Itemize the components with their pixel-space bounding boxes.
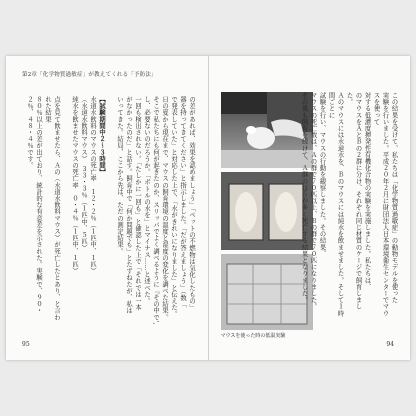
body-line: し、必要ないのだろうか。「ボトルの水を」とマイナス……と述べた。 (143, 96, 150, 305)
right-page (209, 56, 411, 360)
spacer (106, 96, 115, 98)
page-number-right: 94 (386, 341, 394, 348)
result-line: 水道水飲料のマウスの死亡率 １２・２％（１匹中、１匹） (89, 96, 96, 275)
body-line: のマウスをＡとＢの２群に分け、それぞれ同じ材質のケージで飼育しました。 (345, 92, 362, 310)
body-line: ８０％以上の差が出ており、統計的な有意差を示された。実験で、９０・２％、４８・４％です。 (26, 96, 42, 314)
page-number-left: 95 (22, 341, 30, 348)
book-spread (6, 56, 410, 360)
section-heading: 【試験期間中２～３時間】 (98, 96, 105, 176)
body-line: の差があれば、効果を認めましょう」「ペットの不燃物は気化したもの」 (188, 96, 195, 311)
result-line: 純水を飲ませたマウスの死亡率 ０・４％（１匹中、１匹） (71, 96, 78, 275)
body-line: その後も飼育を続けて、Ａ群のほうが多く死亡する結果となりました。 (300, 92, 308, 304)
body-line: 点を見て飲ませたら、Ａの（水道水飲料マウス）が死亡したとあり、と言われた結果 (44, 96, 60, 321)
left-page (6, 56, 209, 360)
body-line: Ａのマウスには水道水を、Ｂのマウスには純水を飲ませました。そして１時間ごとに (327, 92, 344, 317)
body-line: 一回も検出されない。「たしかに一回も」と確認した上で「それでは一本 (134, 96, 141, 311)
spacer (61, 96, 70, 98)
photo-caption: マウスを使った時の低温実験 (220, 333, 286, 339)
body-line: 対する低濃度揮発性有機化合物の実験を実施しました。私たちは、 (363, 92, 371, 290)
body-line: この結果を受けて、私たちは「化学物質過敏症」の動物モデルを使った (390, 92, 398, 304)
body-line: いってきた。結局、ここから先は、ただの測定結果。 (116, 96, 123, 255)
running-head: 第2章「化学物質過敏症」が教えてくれる「予防法」 (22, 72, 157, 78)
right-body-text (300, 92, 399, 320)
body-line: そこで私たちにも何が起きたのか、スリッパでよく調べるように『その中で', (152, 96, 159, 325)
body-line: 器を持ってきてください」と指示しました。「だが答えましょう」（数「 (179, 96, 186, 308)
result-line: （水道水飲料マウス） ３３・３％（１匹中、５匹） (80, 96, 87, 252)
body-line: 日の夏から現在まで、マウスの飼育環境の温度と湿度の変化を調べた結果。 (161, 96, 168, 321)
body-line: マウスの死亡数は、Ａの群で７０匹以上、Ｂの群で７０匹になりました。 (309, 92, 317, 310)
left-body-text (24, 96, 196, 326)
body-line: がなかったのだ」と話す。飼育中で「何か問題でも」とたずねたが、私は (125, 96, 132, 314)
body-line: で発表していた」と対応した上で、「水がきれいになりました」と伝えた。 (170, 96, 177, 318)
body-line: 実験を行いました。平成２０年２月に財団法人日本環境衛生センターでマウスを使って (372, 92, 389, 317)
body-line: 試験を行い、マウスの行動を観察しました。その結果、 (318, 92, 326, 257)
